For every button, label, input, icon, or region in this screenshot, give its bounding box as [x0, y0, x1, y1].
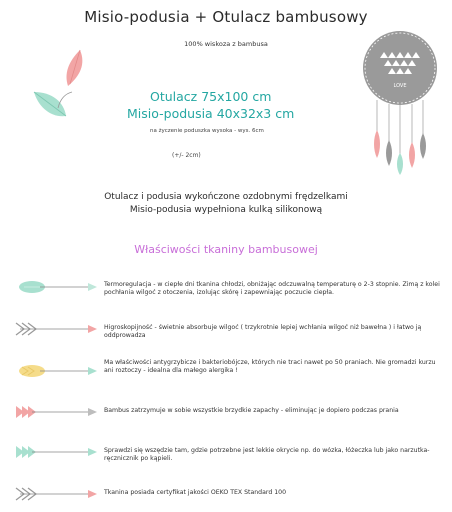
arrow-icon: [10, 278, 100, 296]
feature-item-2: Higroskopijność - świetnie absorbuje wilgoć ( trzykrotnie lepiej wchłania wilgoć niż bawełna ) i łatwo ją oddprowadza: [104, 324, 422, 340]
spec-note: na życzenie poduszka wysoka - wys. 6cm: [150, 128, 264, 134]
arrow-icon: [10, 362, 100, 380]
description-line-1: Otulacz i podusia wykończone ozdobnymi frędzelkami: [104, 192, 348, 202]
arrow-icon: [10, 403, 100, 421]
page-title: Misio-podusia + Otulacz bambusowy: [84, 8, 368, 26]
feature-item-3: Ma właściwości antygrzybicze i bakteriobójcze, których nie traci nawet po 50 praniach. Nie gromadzi kurzu ani roztoczy - idealna dla małego alergika !: [104, 359, 436, 375]
description-line-2: Misio-podusia wypełniona kulką silikonową: [129, 205, 323, 215]
spec-blanket: Otulacz 75x100 cm: [150, 89, 272, 104]
properties-title: Właściwości tkaniny bambusowej: [134, 243, 318, 256]
svg-text:LOVE: LOVE: [393, 83, 407, 89]
page-subtitle: 100% wiskoza z bambusa: [184, 40, 268, 48]
arrow-icon: [10, 320, 100, 338]
feature-item-6: Tkanina posiada certyfikat jakości OEKO TEX Standard 100: [104, 489, 287, 496]
leaves-icon: [20, 40, 110, 130]
arrow-icon: [10, 485, 100, 503]
dreamcatcher-icon: [355, 20, 445, 180]
feature-item-4: Bambus zatrzymuje w sobie wszystkie brzydkie zapachy - eliminując je dopiero podczas prania: [104, 407, 399, 414]
feature-item-1: Termoregulacja - w ciepłe dni tkanina chłodzi, obniżając odczuwalną temperaturę o 2-3 stopnie. Zimą z kolei pochłania wilgoć z otoczenia, izolując skórę i zapewniając poczucie ciepła.: [104, 281, 440, 297]
spec-tolerance: (+/- 2cm): [172, 152, 201, 159]
feature-item-5: Sprawdzi się wszędzie tam, gdzie potrzebne jest lekkie okrycie np. do wózka, łóżeczka lub jako narzutka-ręcznicznik po kąpieli.: [104, 447, 430, 463]
arrow-icon: [10, 443, 100, 461]
spec-pillow: Misio-podusia 40x32x3 cm: [127, 106, 295, 121]
